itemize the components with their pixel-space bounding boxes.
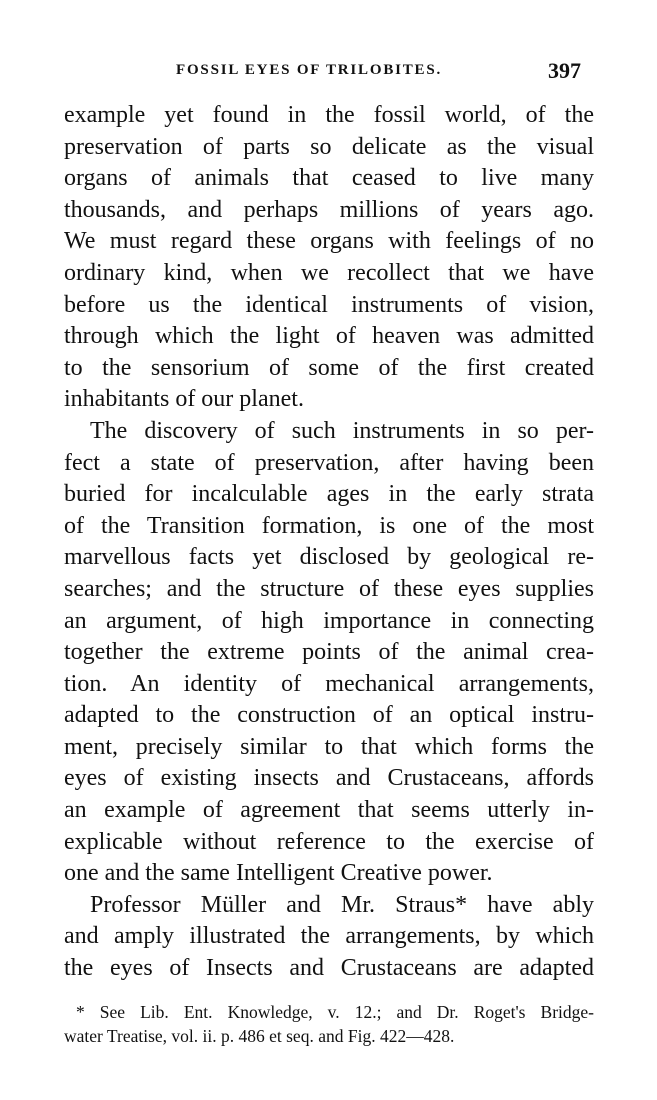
text-line: marvellous facts yet disclosed by geological re- xyxy=(64,544,594,571)
text-line: fect a state of preservation, after having been xyxy=(64,449,594,476)
text-line: We must regard these organs with feelings of no xyxy=(64,228,594,255)
text-line: an argument, of high importance in connecting xyxy=(64,607,594,634)
paragraph-2 xyxy=(64,416,594,890)
text-line: preservation of parts so delicate as the visual xyxy=(64,133,594,160)
text-line: the eyes of Insects and Crustaceans are adapted xyxy=(64,955,594,982)
footnote-line: water Treatise, vol. ii. p. 486 et seq. and Fig. 422—428. xyxy=(64,1026,455,1046)
text-line: inhabitants of our planet. xyxy=(64,386,304,413)
text-line: explicable without reference to the exercise of xyxy=(64,828,594,855)
text-line: organs of animals that ceased to live many xyxy=(64,165,594,192)
text-line: tion. An identity of mechanical arrangements, xyxy=(64,670,594,697)
footnote xyxy=(64,1000,594,1048)
text-line: through which the light of heaven was admitted xyxy=(64,323,594,350)
text-line: example yet found in the fossil world, of the xyxy=(64,102,594,128)
text-line: eyes of existing insects and Crustaceans, affords xyxy=(64,765,594,792)
paragraph-1 xyxy=(64,100,594,416)
text-line: searches; and the structure of these eyes supplies xyxy=(64,575,594,602)
text-line: adapted to the construction of an optical instru- xyxy=(64,702,594,729)
text-line: before us the identical instruments of vision, xyxy=(64,291,594,318)
text-line: buried for incalculable ages in the early strata xyxy=(64,481,594,508)
text-line: ordinary kind, when we recollect that we have xyxy=(64,259,594,286)
text-line: Professor Müller and Mr. Straus* have ably xyxy=(90,891,594,918)
text-line: and amply illustrated the arrangements, by which xyxy=(64,923,594,950)
footnote-line: * See Lib. Ent. Knowledge, v. 12.; and Dr. Roget's Bridge- xyxy=(76,1002,594,1022)
text-line: together the extreme points of the animal crea- xyxy=(64,639,594,666)
text-line: of the Transition formation, is one of the most xyxy=(64,512,594,539)
text-line: ment, precisely similar to that which forms the xyxy=(64,733,594,760)
text-line: to the sensorium of some of the first created xyxy=(64,354,594,381)
paragraph-3 xyxy=(64,890,594,985)
text-line: thousands, and perhaps millions of years ago. xyxy=(64,196,594,223)
text-line: one and the same Intelligent Creative power. xyxy=(64,860,493,887)
text-line: The discovery of such instruments in so per- xyxy=(90,417,594,444)
text-line: an example of agreement that seems utterly in- xyxy=(64,797,594,824)
page-number: 397 xyxy=(548,58,581,83)
body-text xyxy=(64,100,594,985)
running-title: FOSSIL EYES OF TRILOBITES. xyxy=(176,62,443,78)
